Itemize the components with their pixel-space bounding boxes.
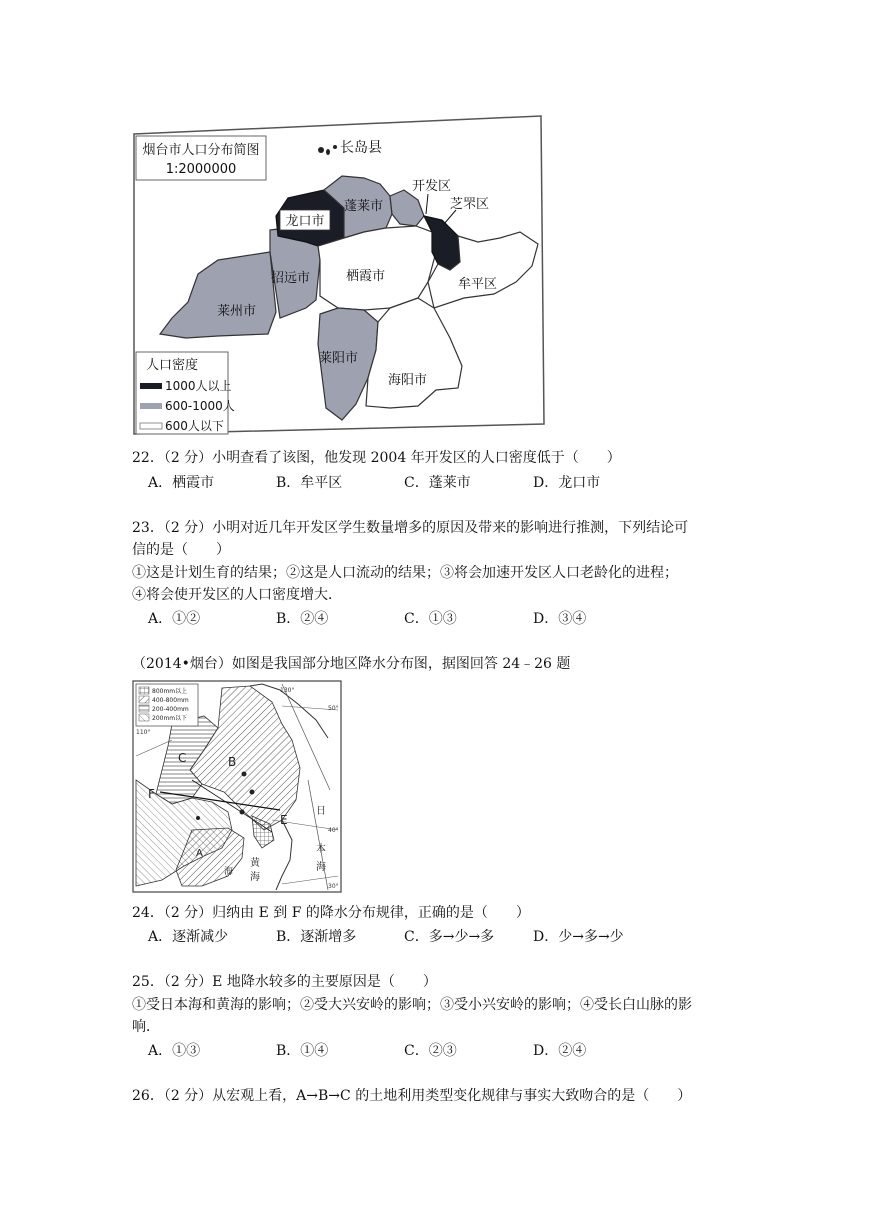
- label-muping: 牟平区: [458, 277, 498, 292]
- map2-lat-40: 40°: [328, 827, 339, 834]
- map-title: 烟台市人口分布简图: [142, 143, 260, 158]
- q25-statements-line2: 响．: [132, 1019, 160, 1035]
- q24-option-d[interactable]: D．少→多→少: [533, 929, 624, 945]
- map2-lon-130: 130°: [280, 687, 295, 694]
- map2-lat-50: 50°: [328, 705, 339, 712]
- map-scale: 1:2000000: [165, 162, 237, 177]
- map2-label-yellow: 黄: [250, 858, 260, 869]
- map2-label-f: F: [148, 787, 155, 801]
- label-penglai: 蓬莱市: [344, 199, 384, 214]
- legend-low: 600人以下: [165, 419, 224, 433]
- q25-stem: 25．（2 分）E 地降水较多的主要原因是（ ）: [132, 974, 437, 990]
- q25-statements-line1: ①受日本海和黄海的影响；②受大兴安岭的影响；③受小兴安岭的影响；④受长白山脉的影: [132, 997, 692, 1013]
- label-laizhou: 莱州市: [217, 304, 257, 319]
- q23-statements-line1: ①这是计划生育的结果；②这是人口流动的结果；③将会加速开发区人口老龄化的进程；: [132, 565, 678, 581]
- legend-high: 1000人以上: [165, 379, 232, 393]
- region-haiyang: [366, 298, 462, 408]
- map2-label-a: A: [196, 848, 203, 859]
- q22-option-d[interactable]: D．龙口市: [533, 475, 601, 491]
- q25-option-d[interactable]: D．②④: [533, 1043, 587, 1059]
- region-kaifaqu: [390, 190, 424, 226]
- map2-lon-110: 110°: [136, 729, 151, 736]
- q22-option-c[interactable]: C．蓬莱市: [404, 475, 471, 491]
- q26-stem: 26．（2 分）从宏观上看，A→B→C 的土地利用类型变化规律与事实大致吻合的是（ ）: [132, 1088, 692, 1104]
- map2-label-b: B: [228, 755, 237, 769]
- label-qixia: 栖霞市: [346, 269, 386, 284]
- label-zhifu: 芝罘区: [450, 197, 490, 212]
- q22-stem: 22．（2 分）小明查看了该图，他发现 2004 年开发区的人口密度低于（ ）: [132, 450, 621, 466]
- q23-option-d[interactable]: D．③④: [533, 611, 587, 627]
- q22-option-a[interactable]: A．栖霞市: [148, 475, 215, 491]
- changdao-island: [318, 147, 324, 153]
- map2-label-japan-1: 日: [316, 806, 326, 817]
- q22-option-b[interactable]: B．牟平区: [276, 475, 343, 491]
- q23-stem-line1: 23．（2 分）小明对近几年开发区学生数量增多的原因及带来的影响进行推测，下列结论可: [132, 520, 689, 536]
- legend-swatch-mid: [140, 403, 162, 409]
- population-map: [128, 112, 548, 440]
- q25-option-a[interactable]: A．①③: [148, 1043, 201, 1059]
- q24-option-c[interactable]: C．多→少→多: [404, 929, 495, 945]
- precipitation-map: [132, 680, 342, 894]
- region-laizhou: [160, 252, 276, 338]
- q25-option-c[interactable]: C．②③: [404, 1043, 457, 1059]
- legend-title: 人口密度: [146, 358, 199, 373]
- label-longkou: 龙口市: [285, 214, 325, 229]
- q23-statements-line2: ④将会使开发区的人口密度增大．: [132, 587, 342, 603]
- map2-label-bohai-sea: 海: [224, 867, 234, 877]
- map2-lat-30: 30°: [328, 883, 339, 890]
- map2-legend-200: 200mm以下: [152, 715, 188, 722]
- map2-legend-400-800: 400-800mm: [152, 697, 189, 704]
- map2-label-japan-sea: 海: [316, 862, 326, 873]
- label-haiyang: 海阳市: [388, 373, 428, 388]
- q25-option-b[interactable]: B．①④: [276, 1043, 329, 1059]
- q23-option-c[interactable]: C．①③: [404, 611, 457, 627]
- q23-option-a[interactable]: A．①②: [148, 611, 201, 627]
- map2-legend-200-400: 200-400mm: [152, 706, 189, 713]
- label-zhaoyuan: 招远市: [271, 271, 311, 286]
- legend-swatch-high: [140, 383, 162, 389]
- map2-label-e: E: [280, 813, 288, 827]
- q24-option-b[interactable]: B．逐渐增多: [276, 929, 357, 945]
- q23-stem-line2: 信的是（ ）: [132, 542, 230, 558]
- legend-swatch-low: [140, 423, 162, 429]
- label-laiyang: 莱阳市: [319, 351, 359, 366]
- map2-label-japan-2: 本: [316, 844, 326, 855]
- label-kaifaqu: 开发区: [412, 179, 452, 194]
- q24-stem: 24．（2 分）归纳由 E 到 F 的降水分布规律，正确的是（ ）: [132, 905, 530, 921]
- section-intro: （2014•烟台）如图是我国部分地区降水分布图，据图回答 24﹣26 题: [132, 656, 571, 672]
- map2-legend-800: 800mm以上: [152, 688, 188, 695]
- map2-label-c: C: [178, 751, 187, 765]
- label-changdao: 长岛县: [340, 140, 382, 156]
- q24-option-a[interactable]: A．逐渐减少: [148, 929, 229, 945]
- q23-option-b[interactable]: B．②④: [276, 611, 329, 627]
- map2-label-yellow-sea: 海: [250, 872, 260, 883]
- legend-mid: 600-1000人: [165, 399, 235, 413]
